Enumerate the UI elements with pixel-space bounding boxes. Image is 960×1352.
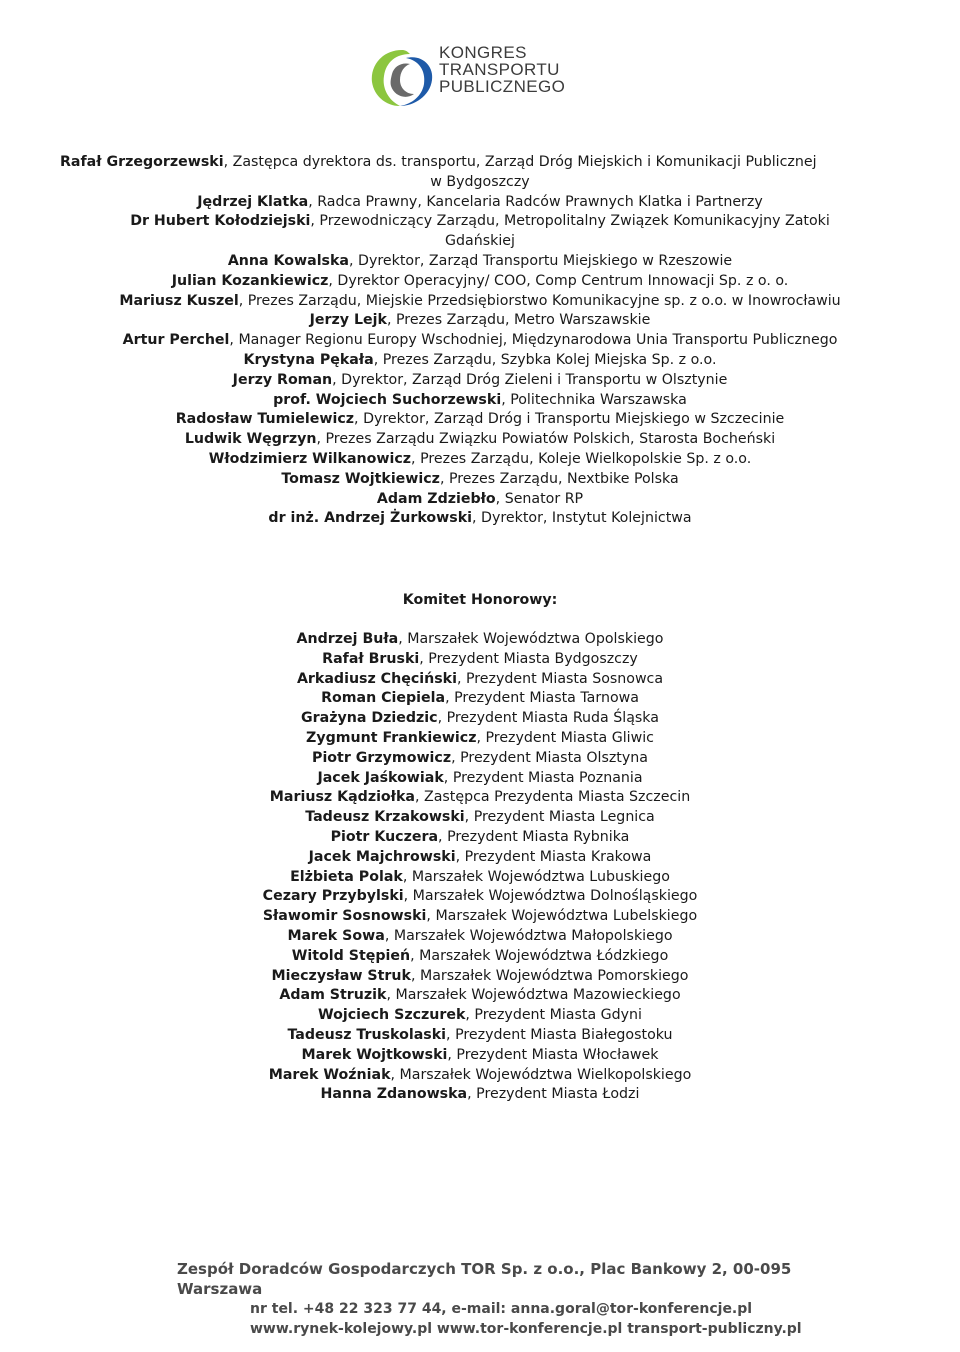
- list-item: [30, 212, 930, 232]
- person-role: , Prezes Zarządu Związku Powiatów Polskich, Starosta Bocheński: [316, 431, 776, 448]
- list-item: [30, 670, 930, 690]
- person-name: Sławomir Sosnowski: [262, 908, 427, 925]
- person-name: Rafał Grzegorzewski: [60, 154, 224, 170]
- person-role: , Marszałek Województwa Pomorskiego: [410, 967, 689, 984]
- person-role: , Marszałek Województwa Łódzkiego: [410, 947, 669, 964]
- list-item: [30, 868, 930, 888]
- list-item: [30, 967, 930, 987]
- person-name: dr inż. Andrzej Żurkowski: [268, 510, 473, 527]
- swirl-logo-icon: [366, 44, 438, 114]
- person-role: , Dyrektor, Zarząd Dróg Zieleni i Transportu w Olsztynie: [332, 371, 728, 388]
- person-role: , Marszałek Województwa Opolskiego: [398, 631, 664, 647]
- person-role: , Prezydent Miasta Krakowa: [455, 848, 652, 865]
- person-name: Tadeusz Krzakowski: [305, 809, 465, 826]
- list-item: [30, 371, 930, 391]
- person-name: Artur Perchel: [122, 332, 230, 349]
- person-role: , Prezydent Miasta Sosnowca: [456, 670, 664, 687]
- list-item: [30, 351, 930, 371]
- list-item: [30, 391, 930, 411]
- person-name: Tomasz Wojtkiewicz: [281, 470, 440, 487]
- list-item: [30, 788, 930, 808]
- person-role: , Manager Regionu Europy Wschodniej, Międzynarodowa Unia Transportu Publicznego: [229, 332, 838, 349]
- person-role: , Prezes Zarządu, Metro Warszawskie: [386, 312, 651, 329]
- person-name: Tadeusz Truskolaski: [287, 1026, 447, 1043]
- list-item: [30, 153, 930, 173]
- list-item: [30, 173, 930, 193]
- logo-line-2: TRANSPORTU: [439, 60, 560, 79]
- footer-contact: nr tel. +48 22 323 77 44, e-mail: anna.goral@tor-konferencje.pl: [250, 1301, 753, 1317]
- person-name: Zygmunt Frankiewicz: [306, 729, 477, 746]
- person-role: , Politechnika Warszawska: [501, 391, 687, 408]
- list-item: [30, 986, 930, 1006]
- person-name: Grażyna Dziedzic: [301, 710, 438, 727]
- person-name: Jerzy Lejk: [309, 312, 387, 329]
- person-name: Ludwik Węgrzyn: [184, 431, 317, 448]
- logo: [366, 44, 576, 114]
- list-item: [30, 470, 930, 490]
- list-item: [30, 410, 930, 430]
- list-item: [30, 331, 930, 351]
- person-name: Rafał Bruski: [322, 650, 420, 667]
- person-role: , Przewodniczący Zarządu, Metropolitalny Związek Komunikacyjny Zatoki: [310, 213, 830, 230]
- person-name: Marek Wojtkowski: [301, 1046, 448, 1063]
- logo-text: [439, 44, 565, 95]
- person-role: , Prezes Zarządu, Nextbike Polska: [439, 470, 679, 487]
- list-item: [30, 193, 930, 213]
- list-item: [30, 848, 930, 868]
- list-item: [30, 1006, 930, 1026]
- person-role: , Prezydent Miasta Włocławek: [447, 1046, 659, 1063]
- list-item: [30, 1085, 930, 1105]
- person-role: w Bydgoszczy: [430, 173, 530, 190]
- list-item: [30, 808, 930, 828]
- person-role: , Prezydent Miasta Gliwic: [476, 729, 654, 746]
- person-name: Julian Kozankiewicz: [171, 272, 329, 289]
- person-role: , Prezes Zarządu, Koleje Wielkopolskie Sp. z o.o.: [411, 450, 752, 467]
- person-name: Witold Stępień: [291, 947, 411, 964]
- list-item: [30, 709, 930, 729]
- person-name: Elżbieta Polak: [290, 868, 403, 885]
- person-role: , Marszałek Województwa Mazowieckiego: [386, 987, 681, 1004]
- person-name: Mariusz Kądziołka: [269, 789, 415, 806]
- footer: [175, 1259, 815, 1339]
- list-item: [30, 450, 930, 470]
- person-role: , Prezydent Miasta Bydgoszczy: [419, 650, 638, 667]
- list-item: [30, 887, 930, 907]
- person-role: , Prezydent Miasta Gdyni: [465, 1007, 642, 1024]
- person-role: , Dyrektor, Zarząd Dróg i Transportu Miejskiego w Szczecinie: [354, 411, 785, 428]
- person-name: Arkadiusz Chęciński: [296, 670, 457, 687]
- honorary-committee-title: Komitet Honorowy:: [402, 592, 558, 608]
- person-name: Anna Kowalska: [227, 252, 350, 269]
- list-item: [30, 769, 930, 789]
- person-role: , Dyrektor, Zarząd Transportu Miejskiego w Rzeszowie: [349, 252, 733, 269]
- person-role: Gdańskiej: [445, 233, 515, 250]
- person-name: Dr Hubert Kołodziejski: [130, 213, 311, 230]
- list-item: [30, 749, 930, 769]
- list-item: [30, 430, 930, 450]
- person-role: , Dyrektor Operacyjny/ COO, Comp Centrum Innowacji Sp. z o. o.: [328, 272, 789, 289]
- person-role: , Marszałek Województwa Lubelskiego: [426, 908, 698, 925]
- footer-websites: www.rynek-kolejowy.pl www.tor-konferencje.pl transport-publiczny.pl: [250, 1321, 802, 1337]
- person-role: , Prezydent Miasta Legnica: [464, 809, 655, 826]
- person-role: , Prezydent Miasta Ruda Śląska: [437, 710, 659, 727]
- person-role: , Senator RP: [495, 490, 584, 507]
- list-item: [30, 650, 930, 670]
- person-name: Mariusz Kuszel: [119, 292, 239, 309]
- person-role: , Radca Prawny, Kancelaria Radców Prawnych Klatka i Partnerzy: [308, 193, 763, 210]
- list-item: [30, 947, 930, 967]
- person-name: Jerzy Roman: [232, 371, 333, 388]
- organizing-committee-list: [30, 153, 930, 529]
- person-role: , Marszałek Województwa Małopolskiego: [384, 927, 673, 944]
- list-item: [30, 1066, 930, 1086]
- list-item: [30, 311, 930, 331]
- person-name: Jędrzej Klatka: [197, 193, 309, 210]
- person-role: , Prezydent Miasta Rybnika: [438, 828, 630, 845]
- person-name: Mieczysław Struk: [271, 967, 411, 984]
- person-name: Cezary Przybylski: [262, 888, 404, 905]
- person-name: Roman Ciepiela: [321, 690, 446, 707]
- list-item: [30, 729, 930, 749]
- person-role: , Prezydent Miasta Olsztyna: [451, 749, 648, 766]
- person-name: Włodzimierz Wilkanowicz: [208, 450, 412, 467]
- person-name: Marek Sowa: [287, 927, 385, 944]
- person-role: , Marszałek Województwa Wielkopolskiego: [390, 1066, 692, 1083]
- person-role: , Prezydent Miasta Łodzi: [467, 1086, 640, 1103]
- list-item: [30, 292, 930, 312]
- person-role: , Prezydent Miasta Tarnowa: [445, 690, 639, 707]
- person-name: Jacek Jaśkowiak: [317, 769, 444, 786]
- honorary-committee-list: [30, 630, 930, 1105]
- logo-line-1: KONGRES: [439, 43, 527, 62]
- person-role: , Prezydent Miasta Poznania: [443, 769, 643, 786]
- person-name: Hanna Zdanowska: [320, 1086, 468, 1103]
- person-role: , Prezydent Miasta Białegostoku: [446, 1026, 673, 1043]
- person-role: , Prezes Zarządu, Szybka Kolej Miejska Sp. z o.o.: [373, 351, 717, 368]
- list-item: [30, 828, 930, 848]
- person-name: Andrzej Buła: [296, 631, 399, 647]
- person-name: Piotr Kuczera: [330, 828, 439, 845]
- logo-line-3: PUBLICZNEGO: [439, 77, 566, 96]
- person-role: , Prezes Zarządu, Miejskie Przedsiębiorstwo Komunikacyjne sp. z o.o. w Inowrocławiu: [238, 292, 841, 309]
- list-item: [30, 252, 930, 272]
- person-role: , Marszałek Województwa Lubuskiego: [402, 868, 670, 885]
- person-role: , Marszałek Województwa Dolnośląskiego: [403, 888, 698, 905]
- list-item: [30, 272, 930, 292]
- person-name: Adam Zdziebło: [376, 490, 496, 507]
- person-role: , Zastępca Prezydenta Miasta Szczecin: [414, 789, 691, 806]
- list-item: [30, 907, 930, 927]
- list-item: [30, 490, 930, 510]
- person-name: Wojciech Szczurek: [318, 1007, 466, 1024]
- footer-address: Zespół Doradców Gospodarczych TOR Sp. z o.o., Plac Bankowy 2, 00-095 Warszawa: [177, 1260, 792, 1298]
- list-item: [30, 509, 930, 529]
- person-name: Jacek Majchrowski: [308, 848, 456, 865]
- list-item: [30, 630, 930, 650]
- list-item: [30, 927, 930, 947]
- person-name: Piotr Grzymowicz: [312, 749, 452, 766]
- person-name: Radosław Tumielewicz: [175, 411, 355, 428]
- person-role: , Zastępca dyrektora ds. transportu, Zarząd Dróg Miejskich i Komunikacji Publicznej: [223, 154, 817, 170]
- list-item: [30, 689, 930, 709]
- list-item: [30, 232, 930, 252]
- person-name: prof. Wojciech Suchorzewski: [273, 391, 502, 408]
- person-name: Krystyna Pękała: [243, 351, 374, 368]
- list-item: [30, 1046, 930, 1066]
- list-item: [30, 1026, 930, 1046]
- person-name: Adam Struzik: [279, 987, 387, 1004]
- person-role: , Dyrektor, Instytut Kolejnictwa: [472, 510, 692, 527]
- person-name: Marek Woźniak: [268, 1066, 391, 1083]
